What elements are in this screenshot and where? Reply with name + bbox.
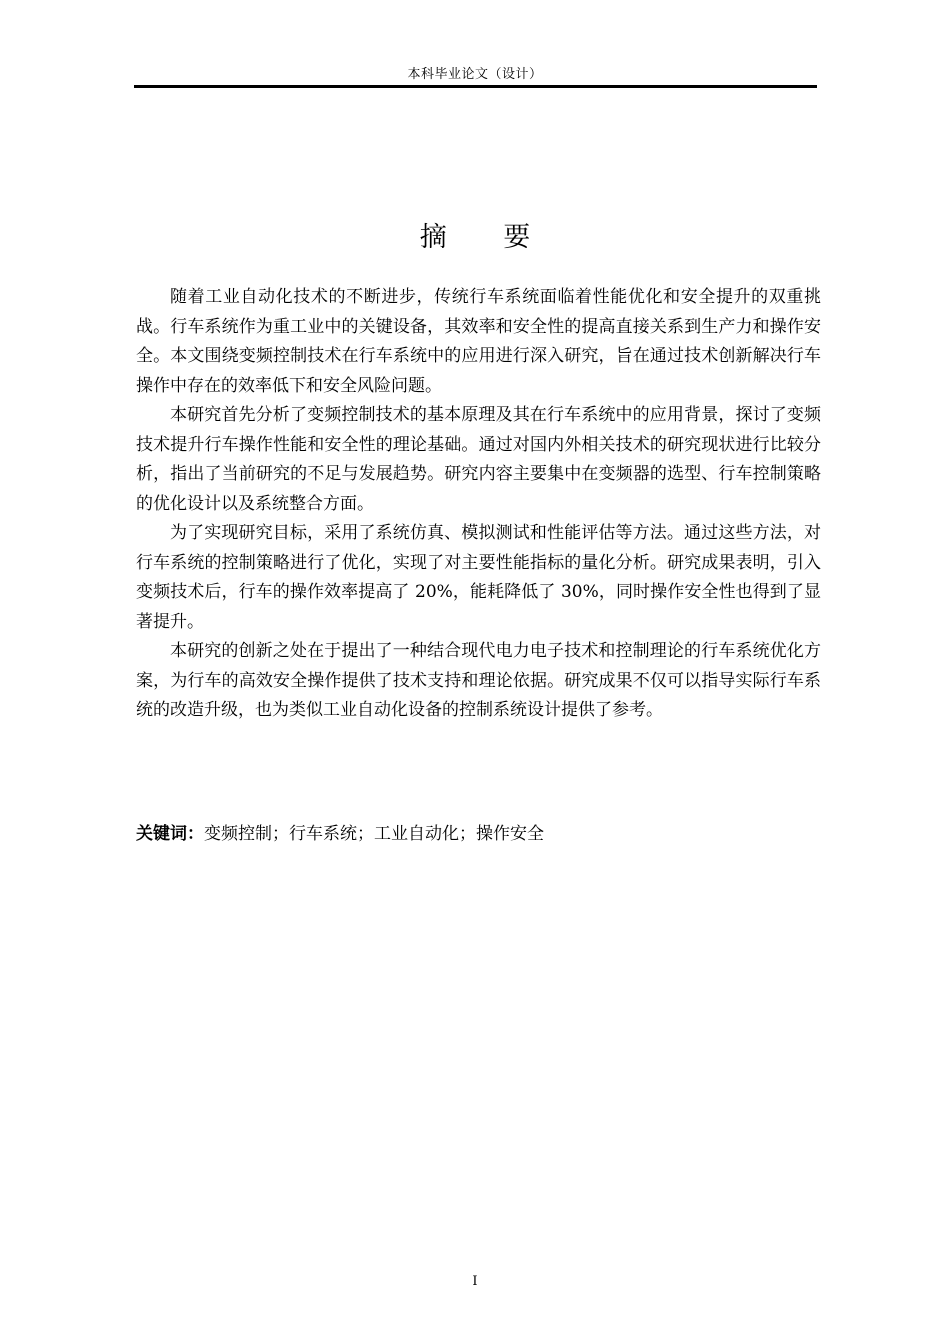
- abstract-paragraph: 为了实现研究目标，采用了系统仿真、模拟测试和性能评估等方法。通过这些方法，对行车系统的控制策略进行了优化，实现了对主要性能指标的量化分析。研究成果表明，引入变频技术后，行车的操作效率提高了 20%，能耗降低了 30%，同时操作安全性也得到了显著提升。: [136, 523, 821, 632]
- abstract-paragraph: 本研究的创新之处在于提出了一种结合现代电力电子技术和控制理论的行车系统优化方案，为行车的高效安全操作提供了技术支持和理论依据。研究成果不仅可以指导实际行车系统的改造升级，也为类似工业自动化设备的控制系统设计提供了参考。: [136, 641, 821, 720]
- keywords-text: 变频控制；行车系统；工业自动化；操作安全: [204, 824, 544, 844]
- abstract-body: [136, 283, 821, 726]
- keywords-line: [136, 820, 821, 849]
- header-rule: [134, 85, 817, 88]
- abstract-title: 摘 要: [419, 222, 555, 253]
- page-number: I: [472, 1274, 478, 1289]
- keywords-label: 关键词：: [136, 824, 204, 844]
- running-header: 本科毕业论文（设计）: [407, 67, 543, 82]
- abstract-paragraph: 随着工业自动化技术的不断进步，传统行车系统面临着性能优化和安全提升的双重挑战。行车系统作为重工业中的关键设备，其效率和安全性的提高直接关系到生产力和操作安全。本文围绕变频控制技术在行车系统中的应用进行深入研究，旨在通过技术创新解决行车操作中存在的效率低下和安全风险问题。: [136, 287, 821, 396]
- abstract-paragraph: 本研究首先分析了变频控制技术的基本原理及其在行车系统中的应用背景，探讨了变频技术提升行车操作性能和安全性的理论基础。通过对国内外相关技术的研究现状进行比较分析，指出了当前研究的不足与发展趋势。研究内容主要集中在变频器的选型、行车控制策略的优化设计以及系统整合方面。: [136, 405, 821, 514]
